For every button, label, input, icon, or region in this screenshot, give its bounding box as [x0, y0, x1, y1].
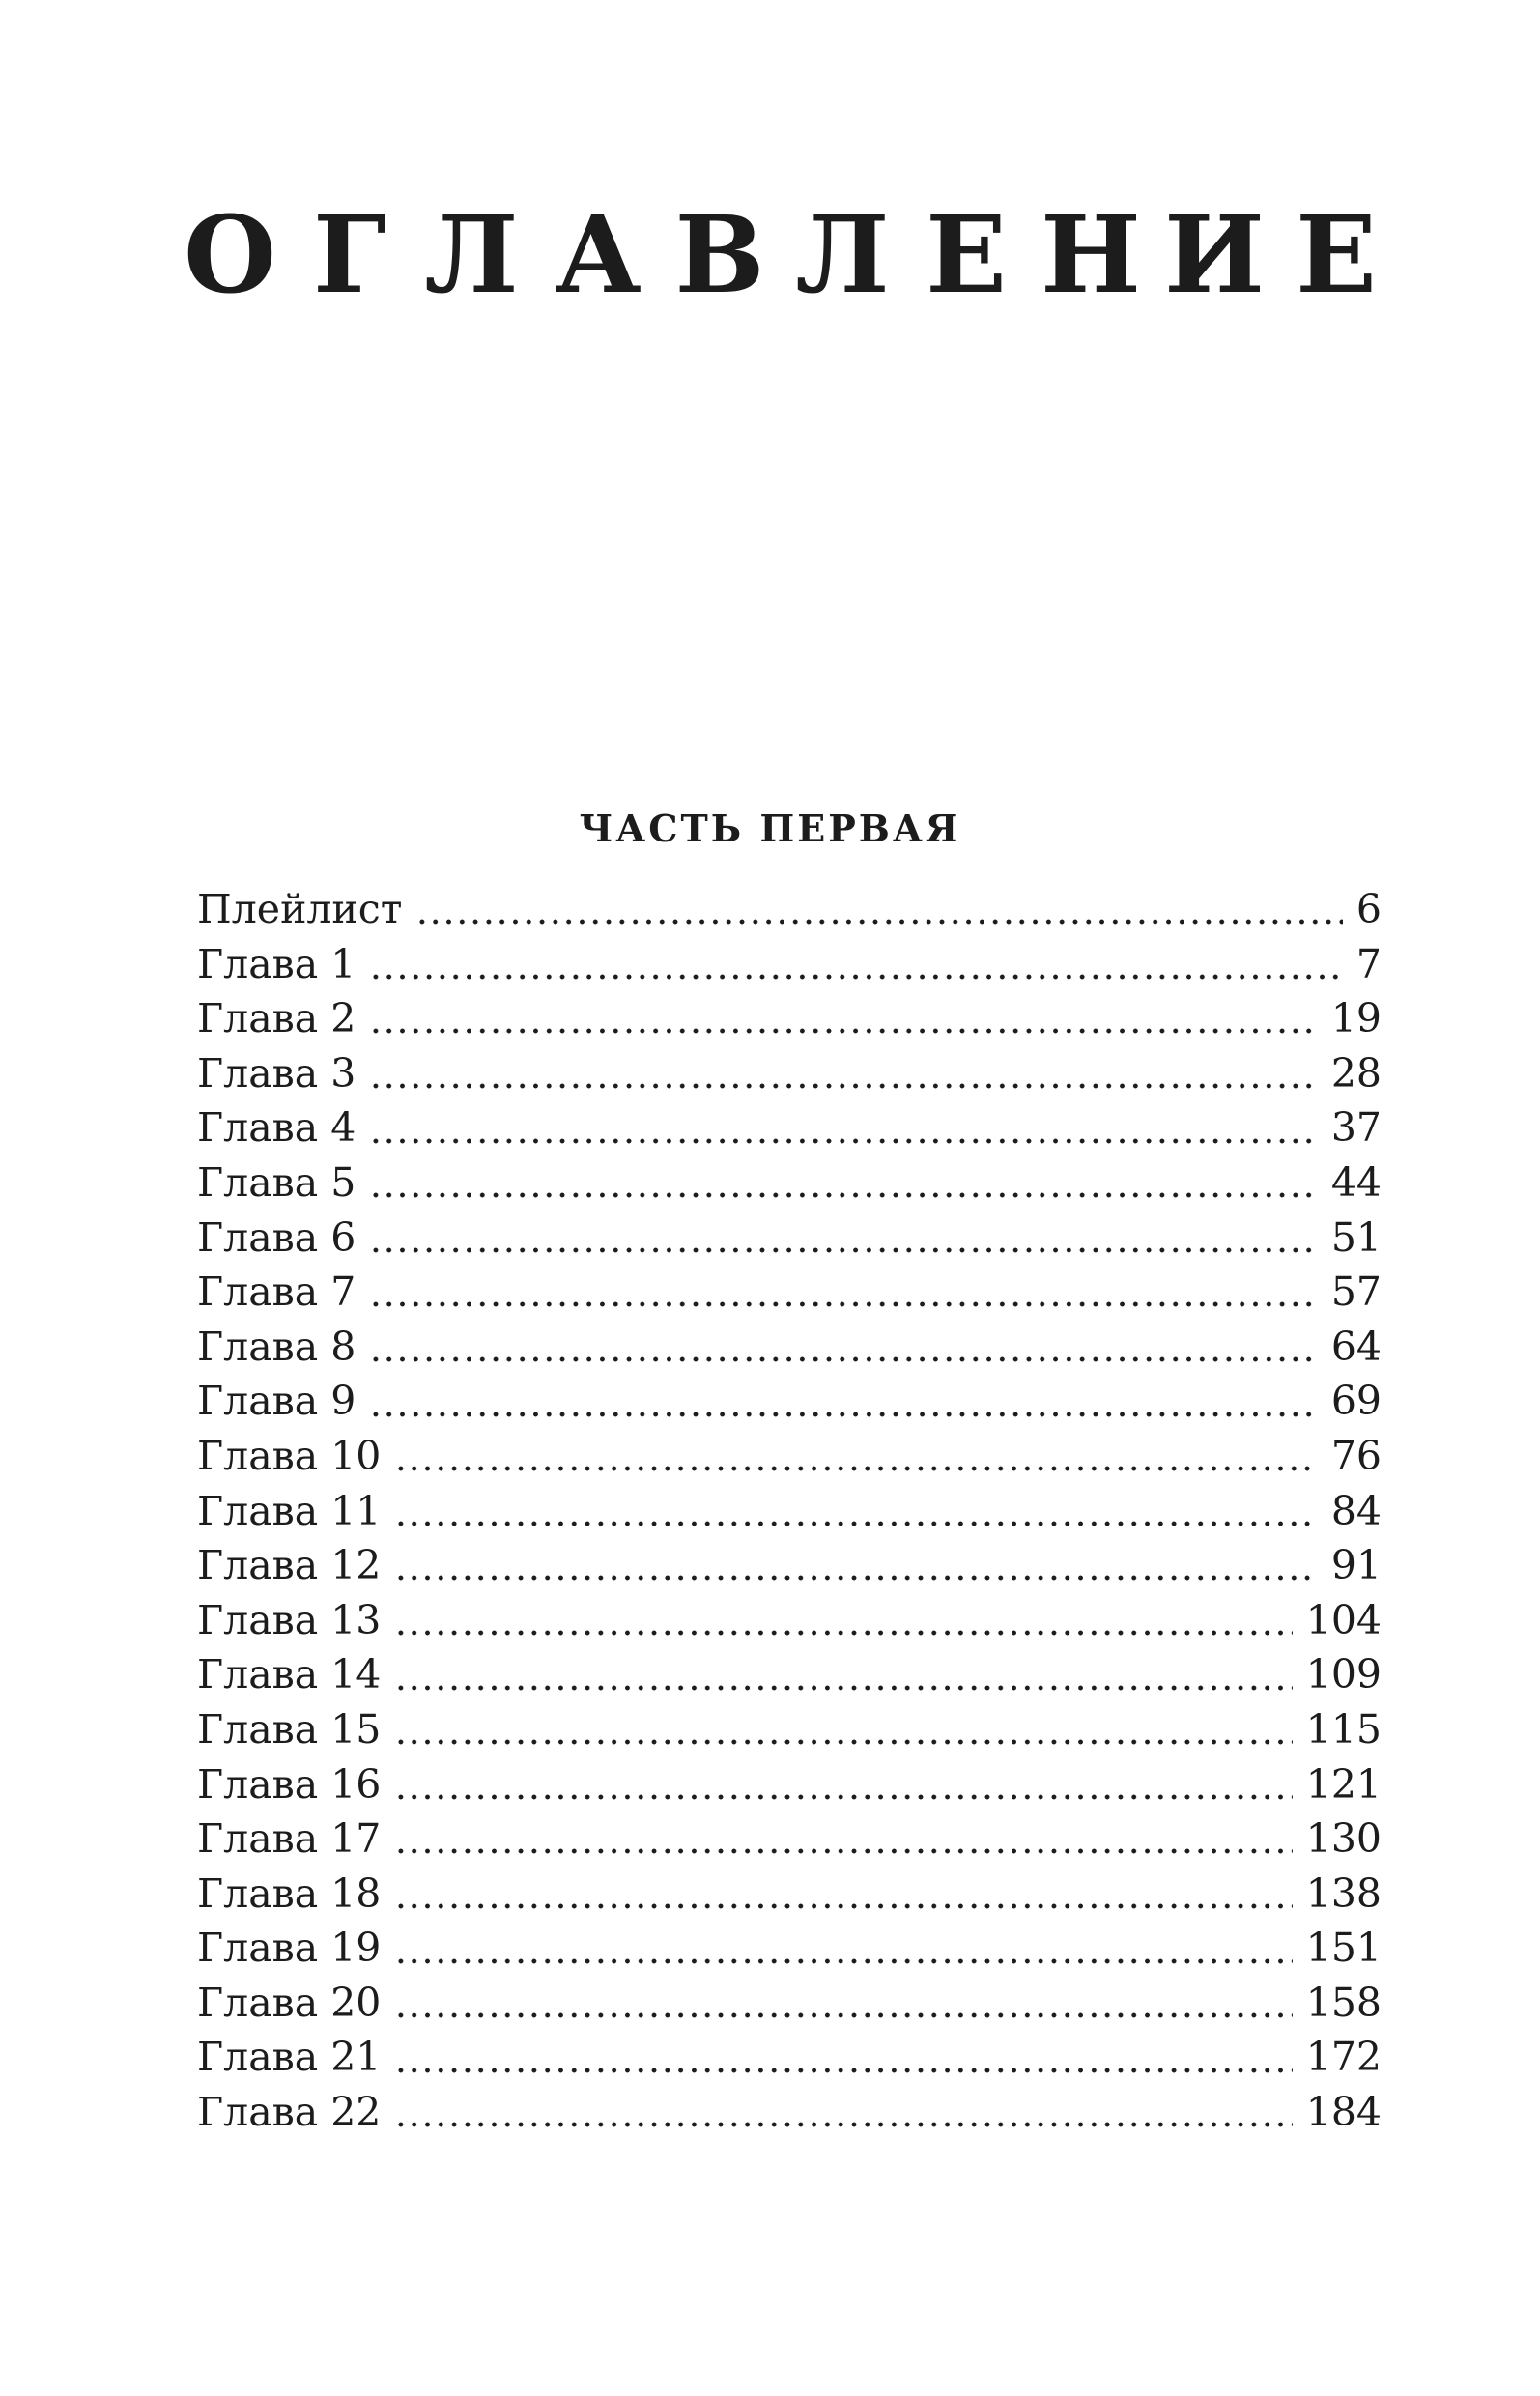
- page-title-letter: Л: [424, 192, 519, 317]
- toc-entry-label: Глава 16: [197, 1760, 382, 1808]
- page-title-letter: А: [555, 192, 642, 317]
- toc-entry-label: Глава 7: [197, 1269, 356, 1316]
- toc-entry-label: Глава 15: [197, 1705, 382, 1753]
- toc-entry-chapter-21[interactable]: [197, 2030, 1382, 2085]
- toc-entry-label: Глава 22: [197, 2089, 382, 2136]
- toc-entry-chapter-8[interactable]: [197, 1320, 1382, 1375]
- toc-entry-label: Глава 12: [197, 1542, 382, 1589]
- toc-entry-label: Глава 14: [197, 1651, 382, 1698]
- toc-entry-chapter-19[interactable]: [197, 1921, 1382, 1976]
- toc-entry-label: Глава 20: [197, 1979, 382, 2026]
- toc-entry-label: Плейлист: [197, 886, 403, 932]
- toc-dot-leader: [394, 1518, 1317, 1529]
- page-title-letter: Е: [926, 192, 1007, 317]
- toc-dot-leader: [394, 2010, 1292, 2021]
- toc-page-number: 76: [1330, 1432, 1382, 1479]
- toc-page-number: 37: [1330, 1104, 1382, 1152]
- table-of-contents: [197, 882, 1382, 2140]
- toc-page-number: 104: [1305, 1596, 1382, 1643]
- toc-entry-chapter-9[interactable]: [197, 1374, 1382, 1429]
- toc-dot-leader: [369, 971, 1343, 983]
- toc-dot-leader: [369, 1409, 1318, 1420]
- toc-entry-chapter-4[interactable]: [197, 1100, 1382, 1155]
- toc-dot-leader: [369, 1025, 1318, 1037]
- toc-entry-label: Глава 18: [197, 1869, 382, 1917]
- toc-dot-leader: [394, 1791, 1292, 1803]
- toc-dot-leader: [369, 1080, 1318, 1092]
- toc-dot-leader: [369, 1244, 1318, 1256]
- toc-dot-leader: [394, 1900, 1292, 1912]
- toc-entry-label: Глава 2: [197, 995, 356, 1042]
- toc-entry-label: Глава 21: [197, 2034, 382, 2081]
- page-title-letter: О: [184, 192, 276, 317]
- page-title-letter: Е: [1296, 192, 1377, 317]
- toc-page-number: 7: [1355, 940, 1382, 987]
- toc-entry-label: Глава 4: [197, 1104, 356, 1152]
- toc-dot-leader: [369, 1354, 1318, 1365]
- toc-page-number: 130: [1305, 1815, 1382, 1863]
- toc-entry-chapter-17[interactable]: [197, 1811, 1382, 1867]
- toc-entry-chapter-2[interactable]: [197, 991, 1382, 1046]
- toc-entry-label: Глава 13: [197, 1596, 382, 1643]
- toc-entry-label: Глава 10: [197, 1432, 382, 1479]
- toc-page-number: 158: [1305, 1979, 1382, 2026]
- toc-entry-label: Глава 8: [197, 1323, 356, 1370]
- toc-dot-leader: [394, 1682, 1292, 1694]
- toc-entry-playlist[interactable]: [197, 882, 1382, 937]
- toc-dot-leader: [394, 1736, 1292, 1748]
- toc-entry-chapter-1[interactable]: [197, 937, 1382, 992]
- toc-entry-chapter-13[interactable]: [197, 1593, 1382, 1648]
- toc-page-number: 44: [1330, 1158, 1382, 1206]
- toc-dot-leader: [369, 1189, 1318, 1201]
- page-title-letter: И: [1164, 192, 1265, 317]
- page-title-letter: Л: [795, 192, 890, 317]
- toc-dot-leader: [394, 2119, 1292, 2130]
- toc-entry-label: Глава 19: [197, 1925, 382, 1972]
- toc-dot-leader: [415, 916, 1342, 927]
- toc-entry-label: Глава 6: [197, 1213, 356, 1261]
- toc-entry-chapter-11[interactable]: [197, 1484, 1382, 1539]
- page-title-letter: В: [674, 192, 765, 317]
- toc-page-number: 64: [1330, 1323, 1382, 1370]
- toc-entry-label: Глава 9: [197, 1378, 356, 1425]
- toc-entry-chapter-22[interactable]: [197, 2085, 1382, 2140]
- toc-entry-label: Глава 17: [197, 1815, 382, 1863]
- toc-entry-label: Глава 11: [197, 1487, 382, 1534]
- toc-dot-leader: [394, 2065, 1292, 2076]
- toc-entry-chapter-6[interactable]: [197, 1211, 1382, 1266]
- section-title: ЧАСТЬ ПЕРВАЯ: [579, 807, 961, 850]
- toc-dot-leader: [369, 1298, 1318, 1310]
- toc-page-number: 138: [1305, 1869, 1382, 1917]
- toc-page-number: 91: [1330, 1542, 1382, 1589]
- toc-page-number: 151: [1305, 1925, 1382, 1972]
- toc-page-number: 172: [1305, 2034, 1382, 2081]
- toc-page-number: 115: [1305, 1705, 1382, 1753]
- toc-page-number: 57: [1330, 1269, 1382, 1316]
- toc-dot-leader: [394, 1627, 1292, 1639]
- toc-page-number: 19: [1330, 995, 1382, 1042]
- toc-entry-chapter-14[interactable]: [197, 1647, 1382, 1702]
- toc-dot-leader: [394, 1955, 1292, 1967]
- toc-page-number: 28: [1330, 1049, 1382, 1097]
- toc-dot-leader: [394, 1845, 1292, 1857]
- toc-page-number: 51: [1330, 1213, 1382, 1261]
- toc-dot-leader: [369, 1135, 1318, 1147]
- toc-entry-label: Глава 3: [197, 1049, 356, 1097]
- page-title-letter: Г: [313, 192, 386, 317]
- toc-entry-chapter-18[interactable]: [197, 1867, 1382, 1922]
- toc-entry-chapter-5[interactable]: [197, 1155, 1382, 1211]
- toc-page-number: 109: [1305, 1651, 1382, 1698]
- toc-page-number: 184: [1305, 2089, 1382, 2136]
- toc-entry-chapter-12[interactable]: [197, 1538, 1382, 1593]
- page-title-letter: Н: [1041, 192, 1141, 317]
- toc-page-number: 6: [1355, 886, 1382, 932]
- toc-entry-chapter-16[interactable]: [197, 1757, 1382, 1812]
- toc-entry-chapter-15[interactable]: [197, 1702, 1382, 1757]
- toc-entry-chapter-3[interactable]: [197, 1046, 1382, 1101]
- toc-entry-chapter-10[interactable]: [197, 1429, 1382, 1484]
- toc-entry-label: Глава 5: [197, 1158, 356, 1206]
- toc-page-number: 121: [1305, 1760, 1382, 1808]
- toc-entry-label: Глава 1: [197, 940, 356, 987]
- toc-entry-chapter-7[interactable]: [197, 1265, 1382, 1320]
- toc-page-number: 69: [1330, 1378, 1382, 1425]
- toc-entry-chapter-20[interactable]: [197, 1976, 1382, 2031]
- toc-dot-leader: [394, 1463, 1317, 1474]
- toc-dot-leader: [394, 1572, 1317, 1583]
- toc-page-number: 84: [1330, 1487, 1382, 1534]
